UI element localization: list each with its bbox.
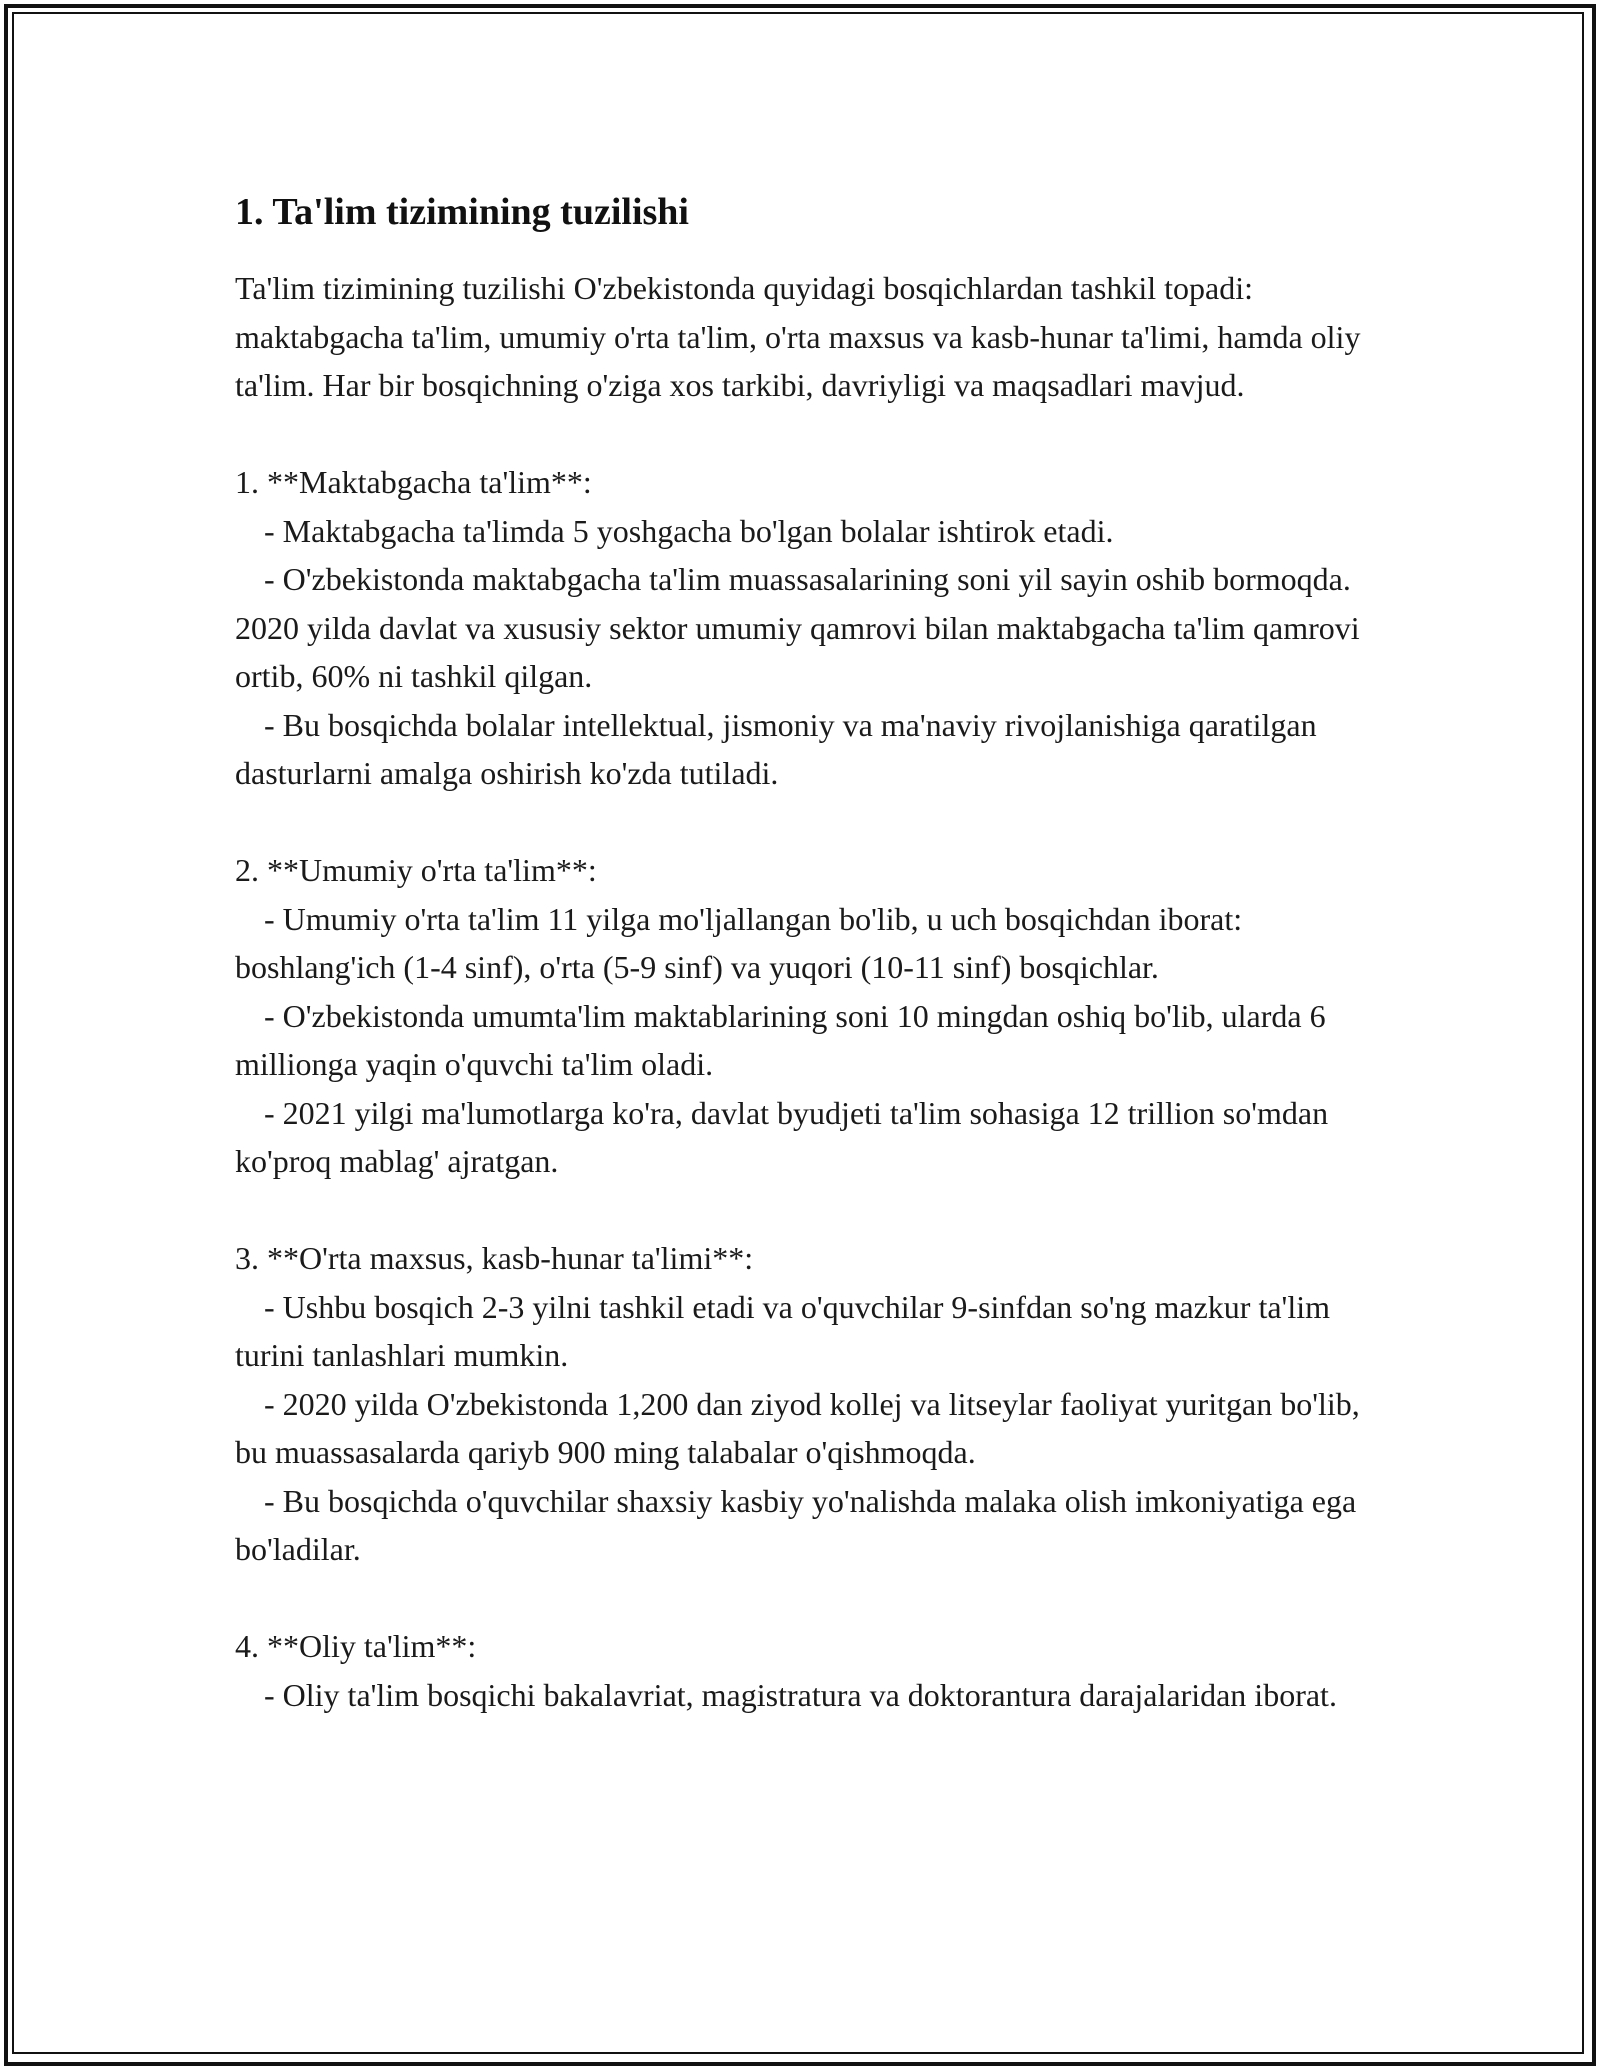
list-item: - Ushbu bosqich 2-3 yilni tashkil etadi va o'quvchilar 9-sinfdan so'ng mazkur ta'lim turini tanlashlari mumkin.	[235, 1288, 1330, 1373]
section-maktabgacha	[235, 458, 1370, 798]
section-umumiy-orta	[235, 846, 1370, 1186]
section-heading: 2. **Umumiy o'rta ta'lim**:	[235, 852, 597, 888]
document-body	[235, 188, 1370, 1719]
list-item: - O'zbekistonda maktabgacha ta'lim muassasalarining soni yil sayin oshib bormoqda. 2020 yilda davlat va xususiy sektor umumiy qamrovi bilan maktabgacha ta'lim qamrovi ortib, 60% ni tashkil qilgan.	[235, 561, 1360, 694]
list-item: - Oliy ta'lim bosqichi bakalavriat, magistratura va doktorantura darajalaridan iborat.	[264, 1676, 1337, 1713]
section-heading: 1. **Maktabgacha ta'lim**:	[235, 464, 592, 500]
list-item: - Maktabgacha ta'limda 5 yoshgacha bo'lgan bolalar ishtirok etadi.	[264, 512, 1114, 549]
document-title: 1. Ta'lim tizimining tuzilishi	[235, 191, 689, 233]
section-heading: 3. **O'rta maxsus, kasb-hunar ta'limi**:	[235, 1240, 754, 1276]
list-item: - Umumiy o'rta ta'lim 11 yilga mo'ljallangan bo'lib, u uch bosqichdan iborat: boshlang'ich (1-4 sinf), o'rta (5-9 sinf) va yuqori (10-11 sinf) bosqichlar.	[235, 900, 1243, 985]
intro-paragraph: Ta'lim tizimining tuzilishi O'zbekistonda quyidagi bosqichlardan tashkil topadi: maktabgacha ta'lim, umumiy o'rta ta'lim, o'rta maxsus va kasb-hunar ta'limi, hamda oliy ta'lim. Har bir bosqichning o'ziga xos tarkibi, davriyligi va maqsadlari mavjud.	[235, 270, 1361, 403]
section-orta-maxsus	[235, 1234, 1370, 1574]
list-item: - 2020 yilda O'zbekistonda 1,200 dan ziyod kollej va litseylar faoliyat yuritgan bo'lib, bu muassasalarda qariyb 900 ming talabalar o'qishmoqda.	[235, 1385, 1360, 1470]
list-item: - Bu bosqichda o'quvchilar shaxsiy kasbiy yo'nalishda malaka olish imkoniyatiga ega bo'ladilar.	[235, 1482, 1357, 1567]
section-heading: 4. **Oliy ta'lim**:	[235, 1628, 477, 1664]
list-item: - O'zbekistonda umumta'lim maktablarining soni 10 mingdan oshiq bo'lib, ularda 6 millionga yaqin o'quvchi ta'lim oladi.	[235, 997, 1326, 1082]
section-oliy	[235, 1622, 1370, 1719]
list-item: - 2021 yilgi ma'lumotlarga ko'ra, davlat byudjeti ta'lim sohasiga 12 trillion so'mdan ko'proq mablag' ajratgan.	[235, 1094, 1329, 1179]
list-item: - Bu bosqichda bolalar intellektual, jismoniy va ma'naviy rivojlanishiga qaratilgan dasturlarni amalga oshirish ko'zda tutiladi.	[235, 706, 1317, 791]
